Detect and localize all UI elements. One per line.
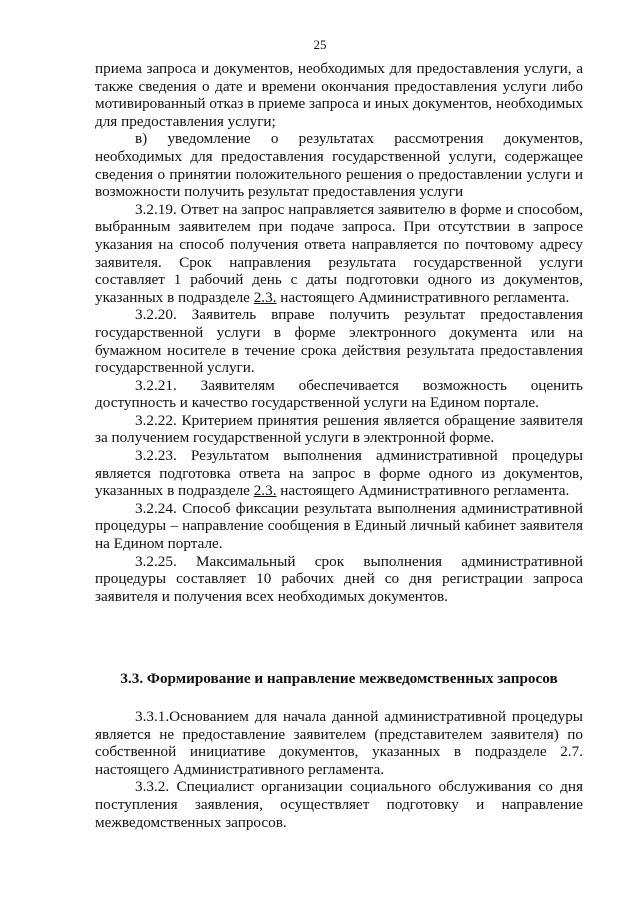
paragraph-3-3-1: 3.3.1.Основанием для начала данной административной процедуры является не предоставление заявителем (представителем заявителя) по собственной инициативе документов, указанных в подразделе 2.7. настоящего Административного регламента. [95,708,583,778]
paragraph-3-2-19 [95,201,583,307]
paragraph-text: 3.2.19. Ответ на запрос направляется заявителю в форме и способом, выбранным заявителем при подаче запроса. При отсутствии в запросе указания на способ получения ответа направляется по почтовому адресу заявителя. Срок направления результата государственной услуги составляет 1 рабочий день с даты подготовки одного из документов, указанных в подразделе [95,200,583,306]
paragraph-3-2-23 [95,447,583,500]
paragraph-3-2-25: 3.2.25. Максимальный срок выполнения административной процедуры составляет 10 рабочих дней со дня регистрации запроса заявителя и получения всех необходимых документов. [95,552,583,605]
subsection-reference-link[interactable]: 2.3. [253,482,277,500]
paragraph-text: 3.2.23. Результатом выполнения административной процедуры является подготовка ответа на запрос в форме одного из документов, указанных в подразделе [95,447,583,500]
page-number: 25 [313,37,327,52]
paragraph-text: настоящего Административного регламента. [276,288,570,306]
paragraph-3-2-20: 3.2.20. Заявитель вправе получить результат предоставления государственной услуги в форме электронного документа или на бумажном носителе в течение срока действия результата предоставления государственной услуги. [95,306,583,377]
subsection-reference-link[interactable]: 2.3. [253,288,277,306]
section-3-3 [95,708,583,831]
paragraph-item-v: в) уведомление о результатах рассмотрения документов, необходимых для предоставления государственной услуги, содержащее сведения о принятии положительного решения о предоставлении услуги и возможности получить результат предоставления услуги [95,130,583,201]
paragraph-text: настоящего Административного регламента. [276,482,570,500]
paragraph-intro: приема запроса и документов, необходимых для предоставления услуги, а также сведения о дате и времени окончания предоставления услуги либо мотивированный отказ в приеме запроса и иных документов, необходимых для предоставления услуги; [95,60,583,130]
paragraph-3-2-22: 3.2.22. Критерием принятия решения является обращение заявителя за получением государственной услуги в электронной форме. [95,411,583,447]
section-3-2-continued [95,60,583,605]
section-heading-3-3: 3.3. Формирование и направление межведомственных запросов [120,670,558,687]
paragraph-3-3-2: 3.3.2. Специалист организации социального обслуживания со дня поступления заявления, осуществляет подготовку и направление межведомственных запросов. [95,778,583,831]
paragraph-3-2-21: 3.2.21. Заявителям обеспечивается возможность оценить доступность и качество государственной услуги на Едином портале. [95,376,583,412]
paragraph-3-2-24: 3.2.24. Способ фиксации результата выполнения административной процедуры – направление сообщения в Единый личный кабинет заявителя на Едином портале. [95,499,583,553]
